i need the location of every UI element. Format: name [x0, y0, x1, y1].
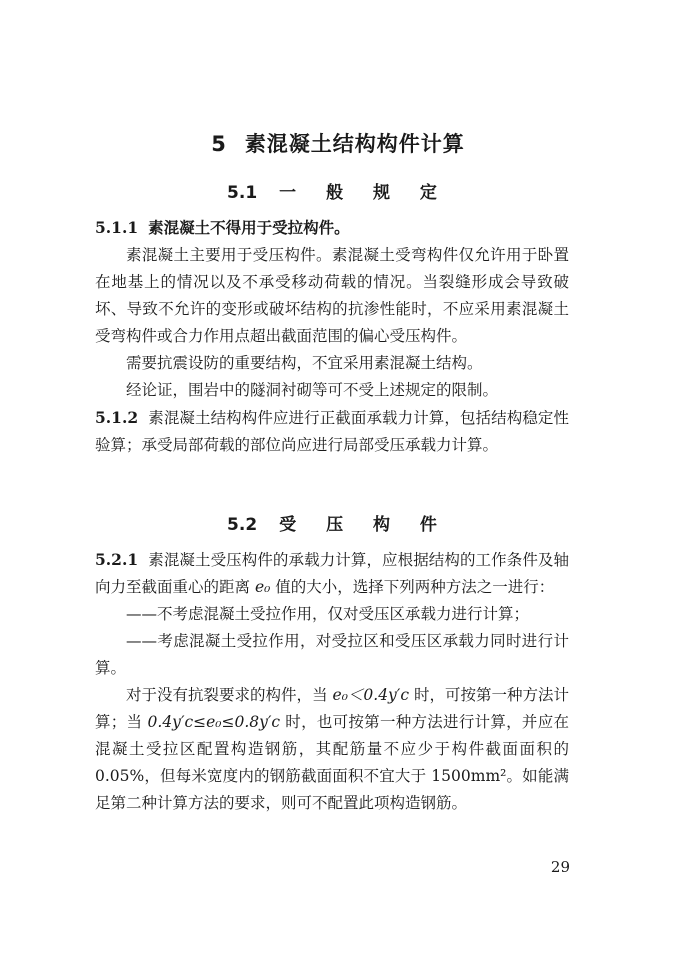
- clause-text: 值的大小，选择下列两种方法之一进行：: [270, 578, 555, 596]
- paragraph: 时，可按第一种方法计算；当: [95, 686, 569, 731]
- section-title-text: 一 般 规 定: [279, 183, 449, 203]
- chapter-title: [0, 128, 676, 158]
- list-item: ——不考虑混凝土受拉作用，仅对受压区承载力进行计算；: [126, 605, 530, 623]
- clause-heading: 素混凝土不得用于受拉构件。: [148, 218, 350, 237]
- section-title-text: 受 压 构 件: [279, 515, 449, 535]
- clause-number: 5.1.1: [95, 218, 139, 237]
- section-title-5-2: [0, 510, 676, 535]
- clause-5-1-1: [95, 214, 569, 459]
- chapter-number: 5: [211, 132, 227, 156]
- chapter-title-text: 素混凝土结构构件计算: [244, 132, 465, 156]
- clause-number: 5.2.1: [95, 550, 139, 569]
- math-condition-2: 0.4y′c≤e₀≤0.8y′c: [147, 713, 281, 731]
- clause-5-2-1: [95, 546, 569, 817]
- paragraph: 素混凝土主要用于受压构件。素混凝土受弯构件仅允许用于卧置在地基上的情况以及不承受移动荷载的情况。当裂缝形成会导致破坏、导致不允许的变形或破坏结构的抗渗性能时，不应采用素混凝土受弯构件或合力作用点超出截面范围的偏心受压构件。: [95, 246, 569, 345]
- clause-text: 素混凝土结构构件应进行正截面承载力计算，包括结构稳定性验算；承受局部荷载的部位尚应进行局部受压承载力计算。: [95, 409, 569, 454]
- page-number: 29: [550, 858, 570, 876]
- math-e0: e₀: [254, 578, 271, 596]
- paragraph: 需要抗震设防的重要结构，不宜采用素混凝土结构。: [126, 354, 483, 372]
- section-number: 5.2: [227, 515, 258, 535]
- clause-text: 素混凝土受压构件的承载力计算，应根据结构的工作条件及轴向力至截面重心的距离: [95, 551, 569, 596]
- math-condition-1: e₀＜0.4y′c: [332, 686, 410, 704]
- section-title-5-1: [0, 178, 676, 203]
- paragraph: 时，也可按第一种方法进行计算，并应在混凝土受拉区配置构造钢筋，其配筋量不应少于构件截面面积的 0.05%，但每米宽度内的钢筋截面面积不宜大于 1500mm²。如能满足第二种计算方法的要求，则可不配置此项构造钢筋。: [95, 713, 569, 812]
- section-number: 5.1: [227, 183, 258, 203]
- paragraph: 对于没有抗裂要求的构件，当: [126, 686, 333, 704]
- clause-number: 5.1.2: [95, 408, 139, 427]
- paragraph: 经论证，围岩中的隧洞衬砌等可不受上述规定的限制。: [126, 381, 499, 399]
- list-item: ——考虑混凝土受拉作用，对受拉区和受压区承载力同时进行计算。: [95, 632, 569, 677]
